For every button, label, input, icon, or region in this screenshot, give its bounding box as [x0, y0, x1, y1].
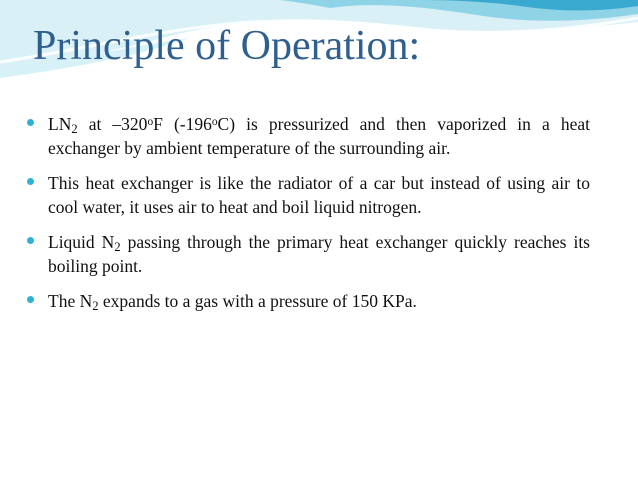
bullet-text: [48, 289, 590, 313]
text-run: passing through the primary heat exchanger quickly reaches its boiling point.: [48, 232, 590, 276]
bullet-item: [26, 230, 590, 278]
bullet-item: [26, 112, 590, 160]
text-run: F (-196: [153, 114, 212, 134]
bullet-dot-icon: [27, 119, 34, 126]
text-run: at –320: [77, 114, 148, 134]
bullet-text: [48, 112, 590, 160]
text-run: This heat exchanger is like the radiator of a car but instead of using air to cool water, it uses air to heat and boil liquid nitrogen.: [48, 173, 590, 217]
text-run: LN: [48, 114, 72, 134]
text-run: Liquid N: [48, 232, 115, 252]
superscript-text: o: [147, 115, 154, 128]
bullet-list: [26, 112, 590, 324]
page-title: Principle of Operation:: [33, 23, 421, 69]
subscript-text: 2: [92, 299, 99, 314]
bullet-dot-icon: [27, 237, 34, 244]
bullet-dot-icon: [27, 296, 34, 303]
bullet-text: [48, 230, 590, 278]
bullet-text: [48, 171, 590, 219]
bullet-dot-icon: [27, 178, 34, 185]
bullet-item: [26, 289, 590, 313]
superscript-text: o: [211, 115, 218, 128]
subscript-text: 2: [114, 240, 121, 255]
text-run: C) is pressurized and then vaporized in a heat exchanger by ambient temperature of the surrounding air.: [48, 114, 591, 158]
subscript-text: 2: [71, 122, 78, 137]
bullet-item: [26, 171, 590, 219]
text-run: The N: [48, 291, 93, 311]
text-run: expands to a gas with a pressure of 150 KPa.: [98, 291, 417, 311]
